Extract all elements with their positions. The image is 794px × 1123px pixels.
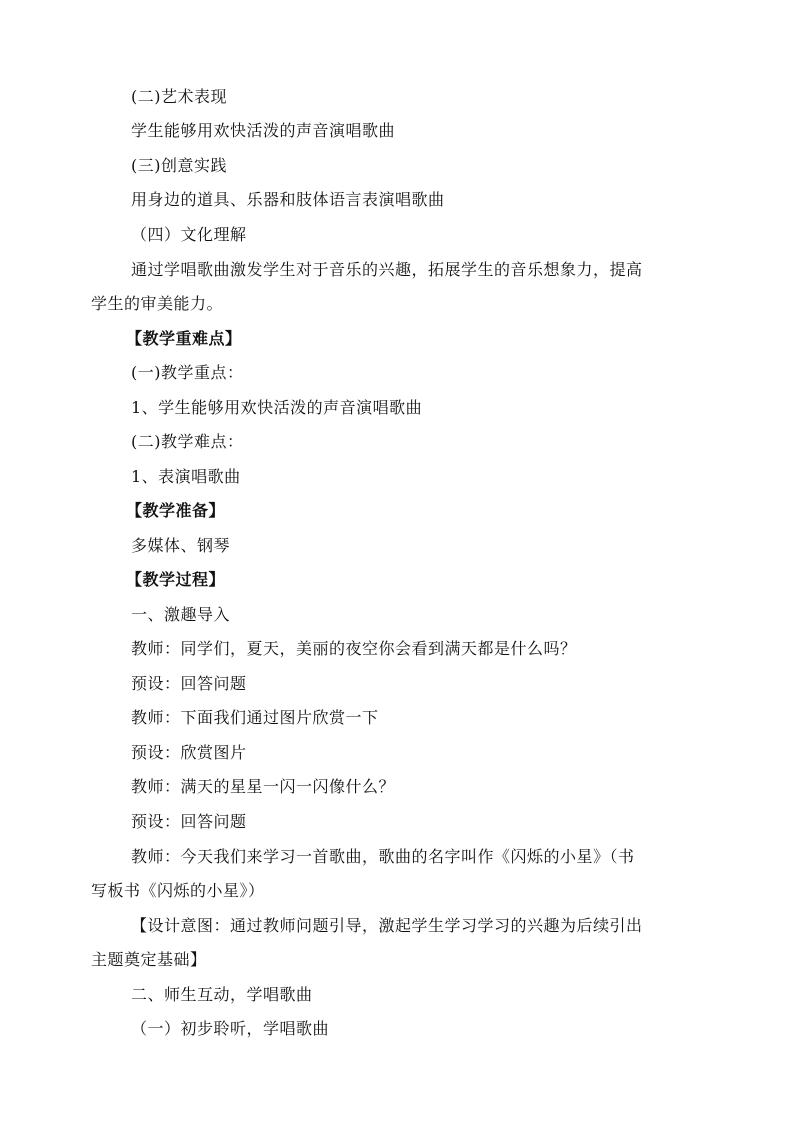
heading-key-difficulties: 【教学重难点】 <box>126 329 242 348</box>
section-heading-cultural-understanding: （四）文化理解 <box>131 225 247 244</box>
paragraph-text: 用身边的道具、乐器和肢体语言表演唱歌曲 <box>131 190 445 209</box>
paragraph-text: 学生能够用欢快活泼的声音演唱歌曲 <box>131 121 396 140</box>
subheading-interaction: 二、师生互动，学唱歌曲 <box>131 985 313 1004</box>
dialogue-line: 教师：同学们，夏天，美丽的夜空你会看到满天都是什么吗？ <box>131 639 577 658</box>
dialogue-line: 写板书《闪烁的小星》） <box>91 881 265 900</box>
subheading-warmup: 一、激趣导入 <box>131 605 231 624</box>
design-intent-note: 主题奠定基础】 <box>91 950 207 969</box>
dialogue-line: 预设：回答问题 <box>131 674 247 693</box>
paragraph-text: 通过学唱歌曲激发学生对于音乐的兴趣，拓展学生的音乐想象力，提高 <box>131 260 643 279</box>
dialogue-line: 教师：下面我们通过图片欣赏一下 <box>131 708 379 727</box>
subheading-first-listening: （一）初步聆听，学唱歌曲 <box>131 1019 330 1038</box>
subheading-teaching-difficulty: (二)教学难点： <box>131 432 244 451</box>
paragraph-text: 多媒体、钢琴 <box>131 536 231 555</box>
dialogue-line: 预设：欣赏图片 <box>131 743 247 762</box>
paragraph-text: 1、学生能够用欢快活泼的声音演唱歌曲 <box>131 398 423 417</box>
dialogue-line: 预设：回答问题 <box>131 812 247 831</box>
section-heading-artistic-expression: (二)艺术表现 <box>131 87 227 106</box>
heading-teaching-preparation: 【教学准备】 <box>126 501 226 520</box>
dialogue-line: 教师：今天我们来学习一首歌曲，歌曲的名字叫作《闪烁的小星》（书 <box>131 847 635 866</box>
dialogue-line: 教师：满天的星星一闪一闪像什么？ <box>131 777 396 796</box>
heading-teaching-process: 【教学过程】 <box>126 570 226 589</box>
design-intent-note: 【设计意图：通过教师问题引导，激起学生学习学习的兴趣为后续引出 <box>131 916 643 935</box>
paragraph-text: 1、表演唱歌曲 <box>131 467 241 486</box>
paragraph-text: 学生的审美能力。 <box>91 294 224 313</box>
section-heading-creative-practice: (三)创意实践 <box>131 156 227 175</box>
subheading-teaching-focus: (一)教学重点： <box>131 363 244 382</box>
